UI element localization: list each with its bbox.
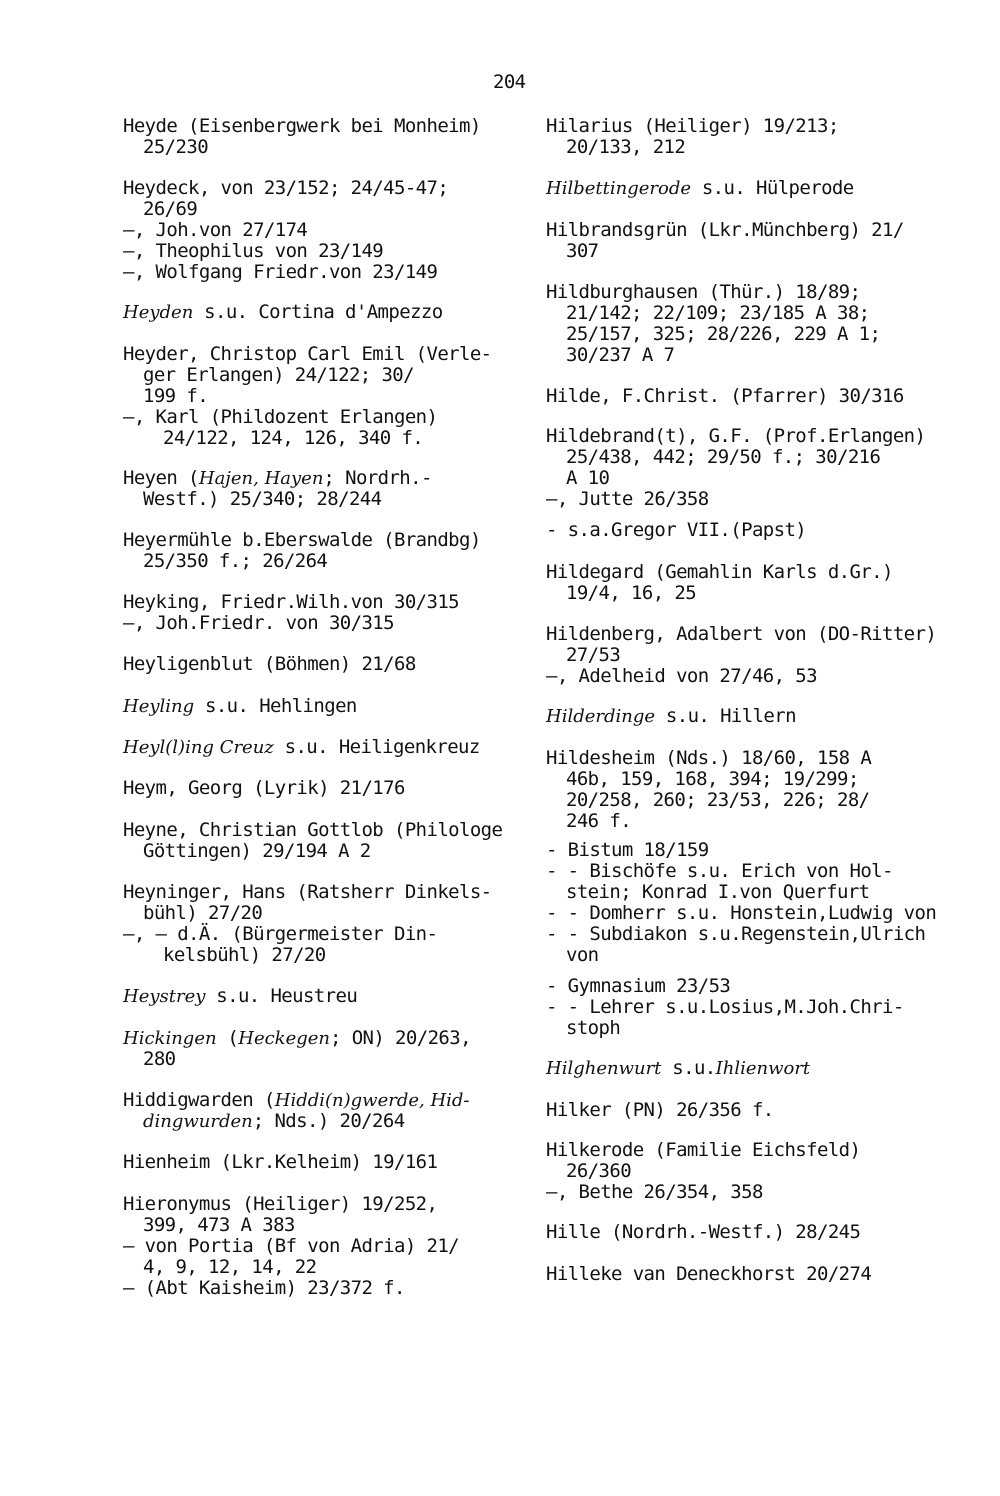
entry-line bbox=[123, 1257, 459, 1278]
entry-line bbox=[546, 748, 871, 769]
entry-line bbox=[123, 1215, 459, 1236]
italic-term: Ihlienwort bbox=[715, 1058, 811, 1079]
entry-text: —, Bethe 26/354, 358 bbox=[546, 1181, 763, 1203]
entry-text: - Bistum 18/159 bbox=[546, 839, 709, 861]
entry-text: Heyermühle b.Eberswalde (Brandbg) bbox=[123, 529, 481, 551]
entry-text: 246 f. bbox=[566, 810, 632, 832]
entry-text: Hienheim (Lkr.Kelheim) 19/161 bbox=[123, 1151, 438, 1173]
entry-line bbox=[123, 344, 492, 365]
index-entry bbox=[546, 1058, 810, 1079]
entry-text: ; Nds.) 20/264 bbox=[252, 1110, 405, 1132]
italic-term: Heckegen bbox=[238, 1028, 331, 1049]
index-entry bbox=[546, 976, 904, 1039]
entry-line bbox=[123, 220, 448, 241]
index-entry bbox=[123, 882, 492, 966]
entry-text: Heyde (Eisenbergwerk bei Monheim) bbox=[123, 115, 481, 137]
entry-line bbox=[546, 583, 893, 604]
entry-line bbox=[546, 666, 936, 687]
entry-text: 307 bbox=[566, 240, 599, 262]
italic-term: Hilbettingerode bbox=[546, 178, 691, 199]
entry-text: 27/53 bbox=[566, 644, 621, 666]
entry-line bbox=[546, 1140, 860, 1161]
entry-line bbox=[123, 428, 492, 449]
entry-text: Heyder, Christop Carl Emil (Verle- bbox=[123, 343, 492, 365]
index-entry bbox=[123, 302, 443, 323]
entry-text: 30/237 A 7 bbox=[566, 344, 675, 366]
entry-text: Heyligenblut (Böhmen) 21/68 bbox=[123, 653, 416, 675]
entry-line bbox=[123, 199, 448, 220]
index-entry bbox=[123, 530, 481, 572]
entry-line bbox=[123, 654, 416, 675]
entry-line bbox=[123, 1194, 459, 1215]
entry-line bbox=[546, 645, 936, 666]
entry-text: bühl) 27/20 bbox=[143, 902, 263, 924]
index-entry bbox=[123, 820, 502, 862]
entry-line bbox=[546, 769, 871, 790]
entry-text: - - Lehrer s.u.Losius,M.Joh.Chri- bbox=[546, 996, 904, 1018]
entry-text: 20/258, 260; 23/53, 226; 28/ bbox=[566, 789, 870, 811]
entry-line bbox=[123, 551, 481, 572]
index-entry bbox=[123, 468, 432, 510]
entry-text: Heym, Georg (Lyrik) 21/176 bbox=[123, 777, 405, 799]
entry-line bbox=[123, 696, 357, 717]
entry-line bbox=[123, 1236, 459, 1257]
entry-text: - - Bischöfe s.u. Erich von Hol- bbox=[546, 860, 893, 882]
entry-text: —, Wolfgang Friedr.von 23/149 bbox=[123, 261, 438, 283]
entry-text: Hildebrand(t), G.F. (Prof.Erlangen) bbox=[546, 425, 926, 447]
entry-text: 4, 9, 12, 14, 22 bbox=[143, 1256, 317, 1278]
entry-text: kelsbühl) 27/20 bbox=[163, 944, 326, 966]
entry-line bbox=[546, 324, 880, 345]
entry-line bbox=[123, 986, 357, 1007]
entry-line bbox=[123, 882, 492, 903]
entry-line bbox=[123, 262, 448, 283]
entry-line bbox=[123, 1049, 471, 1070]
entry-line bbox=[123, 737, 480, 758]
entry-text: ( bbox=[216, 1027, 239, 1049]
entry-text: 199 f. bbox=[143, 385, 209, 407]
entry-text: 46b, 159, 168, 394; 19/299; bbox=[566, 768, 859, 790]
entry-text: —, — d.Ä. (Bürgermeister Din- bbox=[123, 923, 438, 945]
entry-line bbox=[546, 840, 936, 861]
index-entry bbox=[123, 592, 459, 634]
index-entry bbox=[123, 696, 357, 717]
entry-line bbox=[546, 861, 936, 882]
index-entry bbox=[546, 178, 854, 199]
italic-term: Heyl(l)ing Creuz bbox=[123, 737, 274, 758]
entry-line bbox=[546, 116, 839, 137]
index-entry bbox=[546, 386, 904, 407]
entry-text: Heyne, Christian Gottlob (Philologe bbox=[123, 819, 503, 841]
entry-line bbox=[546, 882, 936, 903]
entry-text: Heyen ( bbox=[123, 467, 199, 489]
entry-line bbox=[123, 178, 448, 199]
entry-line bbox=[123, 137, 481, 158]
entry-line bbox=[546, 1058, 810, 1079]
index-entry bbox=[123, 178, 448, 283]
entry-line bbox=[546, 303, 880, 324]
entry-line bbox=[546, 903, 936, 924]
index-entry bbox=[123, 344, 492, 449]
index-entry bbox=[123, 1028, 471, 1070]
entry-line bbox=[123, 302, 443, 323]
entry-text: — von Portia (Bf von Adria) 21/ bbox=[123, 1235, 460, 1257]
entry-text: 19/4, 16, 25 bbox=[566, 582, 697, 604]
entry-text: 25/438, 442; 29/50 f.; 30/216 bbox=[566, 446, 881, 468]
index-entry bbox=[123, 116, 481, 158]
entry-text: —, Karl (Phildozent Erlangen) bbox=[123, 406, 438, 428]
entry-text: Hiddigwarden ( bbox=[123, 1089, 275, 1111]
entry-line bbox=[546, 386, 904, 407]
index-entry bbox=[123, 778, 405, 799]
entry-line bbox=[123, 1278, 459, 1299]
entry-text: Hilkerode (Familie Eichsfeld) bbox=[546, 1139, 861, 1161]
entry-line bbox=[123, 1152, 437, 1173]
entry-line bbox=[546, 241, 904, 262]
entry-text: 21/142; 22/109; 23/185 A 38; bbox=[566, 302, 870, 324]
entry-line bbox=[123, 903, 492, 924]
italic-term: Hilderdinge bbox=[546, 706, 656, 727]
index-entry bbox=[123, 1194, 459, 1299]
entry-text: 280 bbox=[143, 1048, 176, 1070]
entry-line bbox=[546, 924, 936, 945]
index-entry bbox=[123, 1152, 437, 1173]
entry-text: —, Jutte 26/358 bbox=[546, 488, 709, 510]
entry-text: von bbox=[566, 944, 599, 966]
entry-text: ; Nordrh.- bbox=[323, 467, 432, 489]
entry-line bbox=[123, 468, 432, 489]
entry-text: Hilbrandsgrün (Lkr.Münchberg) 21/ bbox=[546, 219, 904, 241]
index-entry bbox=[123, 1090, 470, 1132]
entry-text: 25/350 f.; 26/264 bbox=[143, 550, 328, 572]
entry-text: Heydeck, von 23/152; 24/45-47; bbox=[123, 177, 449, 199]
entry-text: A 10 bbox=[566, 467, 610, 489]
entry-text: 20/133, 212 bbox=[566, 136, 686, 158]
entry-line bbox=[123, 613, 459, 634]
entry-line bbox=[546, 1264, 871, 1285]
index-entry bbox=[546, 220, 904, 262]
entry-text: 399, 473 A 383 bbox=[143, 1214, 295, 1236]
index-entry bbox=[546, 1264, 871, 1285]
entry-text: s.u. Heustreu bbox=[205, 985, 358, 1007]
entry-text: - Gymnasium 23/53 bbox=[546, 975, 731, 997]
entry-line bbox=[546, 520, 806, 541]
entry-text: s.u. Hillern bbox=[655, 705, 796, 727]
entry-line bbox=[546, 447, 925, 468]
page-number: 204 bbox=[493, 71, 526, 93]
entry-line bbox=[546, 137, 839, 158]
index-entry bbox=[546, 116, 839, 158]
index-entry bbox=[123, 654, 416, 675]
entry-text: Hildburghausen (Thür.) 18/89; bbox=[546, 281, 861, 303]
entry-text: 24/122, 124, 126, 340 f. bbox=[163, 427, 424, 449]
index-entry bbox=[546, 1140, 860, 1203]
entry-text: 25/230 bbox=[143, 136, 209, 158]
index-entry bbox=[546, 840, 936, 966]
entry-line bbox=[123, 407, 492, 428]
entry-line bbox=[123, 592, 459, 613]
entry-text: —, Joh.Friedr. von 30/315 bbox=[123, 612, 394, 634]
entry-line bbox=[123, 116, 481, 137]
entry-line bbox=[546, 220, 904, 241]
entry-text: - - Subdiakon s.u.Regenstein,Ulrich bbox=[546, 923, 926, 945]
entry-line bbox=[546, 178, 854, 199]
entry-text: ; ON) 20/263, bbox=[330, 1027, 471, 1049]
entry-text: Göttingen) 29/194 A 2 bbox=[143, 840, 371, 862]
entry-line bbox=[546, 1182, 860, 1203]
entry-text: Hilarius (Heiliger) 19/213; bbox=[546, 115, 839, 137]
entry-line bbox=[546, 997, 904, 1018]
index-entry bbox=[546, 282, 880, 366]
italic-term: Hilghenwurt bbox=[546, 1058, 662, 1079]
entry-text: Hildegard (Gemahlin Karls d.Gr.) bbox=[546, 561, 893, 583]
entry-line bbox=[123, 1111, 470, 1132]
entry-text: s.u. Heiligenkreuz bbox=[273, 736, 480, 758]
entry-text: — (Abt Kaisheim) 23/372 f. bbox=[123, 1277, 405, 1299]
index-entry bbox=[123, 986, 357, 1007]
entry-line bbox=[546, 790, 871, 811]
entry-line bbox=[546, 976, 904, 997]
entry-text: - - Domherr s.u. Honstein,Ludwig von bbox=[546, 902, 937, 924]
index-entry bbox=[546, 748, 871, 832]
entry-text: Hilde, F.Christ. (Pfarrer) 30/316 bbox=[546, 385, 904, 407]
index-entry bbox=[123, 737, 480, 758]
entry-text: 26/360 bbox=[566, 1160, 632, 1182]
index-entry bbox=[546, 706, 796, 727]
entry-line bbox=[546, 1222, 860, 1243]
entry-text: - s.a.Gregor VII.(Papst) bbox=[546, 519, 807, 541]
entry-text: s.u. Hehlingen bbox=[194, 695, 357, 717]
index-entry bbox=[546, 624, 936, 687]
entry-line bbox=[123, 530, 481, 551]
entry-text: —, Joh.von 27/174 bbox=[123, 219, 308, 241]
entry-text: s.u. Cortina d'Ampezzo bbox=[193, 301, 443, 323]
entry-text: stoph bbox=[566, 1017, 621, 1039]
entry-text: Hieronymus (Heiliger) 19/252, bbox=[123, 1193, 438, 1215]
entry-text: Heyking, Friedr.Wilh.von 30/315 bbox=[123, 591, 460, 613]
index-entry bbox=[546, 562, 893, 604]
index-entry bbox=[546, 426, 925, 510]
entry-line bbox=[123, 778, 405, 799]
entry-line bbox=[546, 1161, 860, 1182]
entry-line bbox=[123, 924, 492, 945]
entry-line bbox=[546, 282, 880, 303]
index-entry bbox=[546, 1100, 774, 1121]
italic-term: Hiddi(n)gwerde, Hid- bbox=[274, 1090, 470, 1111]
entry-text: Hille (Nordrh.-Westf.) 28/245 bbox=[546, 1221, 861, 1243]
entry-line bbox=[546, 1100, 774, 1121]
entry-line bbox=[123, 945, 492, 966]
italic-term: Heystrey bbox=[123, 986, 206, 1007]
entry-line bbox=[123, 386, 492, 407]
index-entry bbox=[546, 1222, 860, 1243]
entry-line bbox=[123, 489, 432, 510]
entry-line bbox=[546, 426, 925, 447]
entry-line bbox=[123, 241, 448, 262]
italic-term: dingwurden bbox=[143, 1111, 253, 1132]
entry-text: Hildenberg, Adalbert von (DO-Ritter) bbox=[546, 623, 937, 645]
italic-term: Hickingen bbox=[123, 1028, 217, 1049]
entry-line bbox=[546, 624, 936, 645]
entry-text: s.u. Hülperode bbox=[691, 177, 854, 199]
entry-text: ger Erlangen) 24/122; 30/ bbox=[143, 364, 414, 386]
entry-text: Westf.) 25/340; 28/244 bbox=[143, 488, 382, 510]
entry-text: stein; Konrad I.von Querfurt bbox=[566, 881, 870, 903]
entry-text: 26/69 bbox=[143, 198, 198, 220]
index-entry bbox=[546, 520, 806, 541]
entry-line bbox=[123, 1090, 470, 1111]
entry-line bbox=[546, 811, 871, 832]
entry-line bbox=[546, 1018, 904, 1039]
entry-text: Hilker (PN) 26/356 f. bbox=[546, 1099, 774, 1121]
entry-line bbox=[546, 468, 925, 489]
entry-text: —, Theophilus von 23/149 bbox=[123, 240, 384, 262]
entry-text: Hildesheim (Nds.) 18/60, 158 A bbox=[546, 747, 872, 769]
entry-line bbox=[123, 820, 502, 841]
entry-line bbox=[546, 706, 796, 727]
entry-text: Hilleke van Deneckhorst 20/274 bbox=[546, 1263, 872, 1285]
italic-term: Heyden bbox=[123, 302, 194, 323]
entry-line bbox=[123, 365, 492, 386]
entry-text: —, Adelheid von 27/46, 53 bbox=[546, 665, 817, 687]
entry-line bbox=[546, 945, 936, 966]
entry-text: 25/157, 325; 28/226, 229 A 1; bbox=[566, 323, 881, 345]
entry-text: Heyninger, Hans (Ratsherr Dinkels- bbox=[123, 881, 492, 903]
entry-line bbox=[123, 841, 502, 862]
italic-term: Hajen, Hayen bbox=[198, 468, 324, 489]
entry-line bbox=[123, 1028, 471, 1049]
entry-line bbox=[546, 562, 893, 583]
entry-line bbox=[546, 489, 925, 510]
italic-term: Heyling bbox=[123, 696, 195, 717]
entry-line bbox=[546, 345, 880, 366]
entry-text: s.u. bbox=[661, 1057, 716, 1079]
